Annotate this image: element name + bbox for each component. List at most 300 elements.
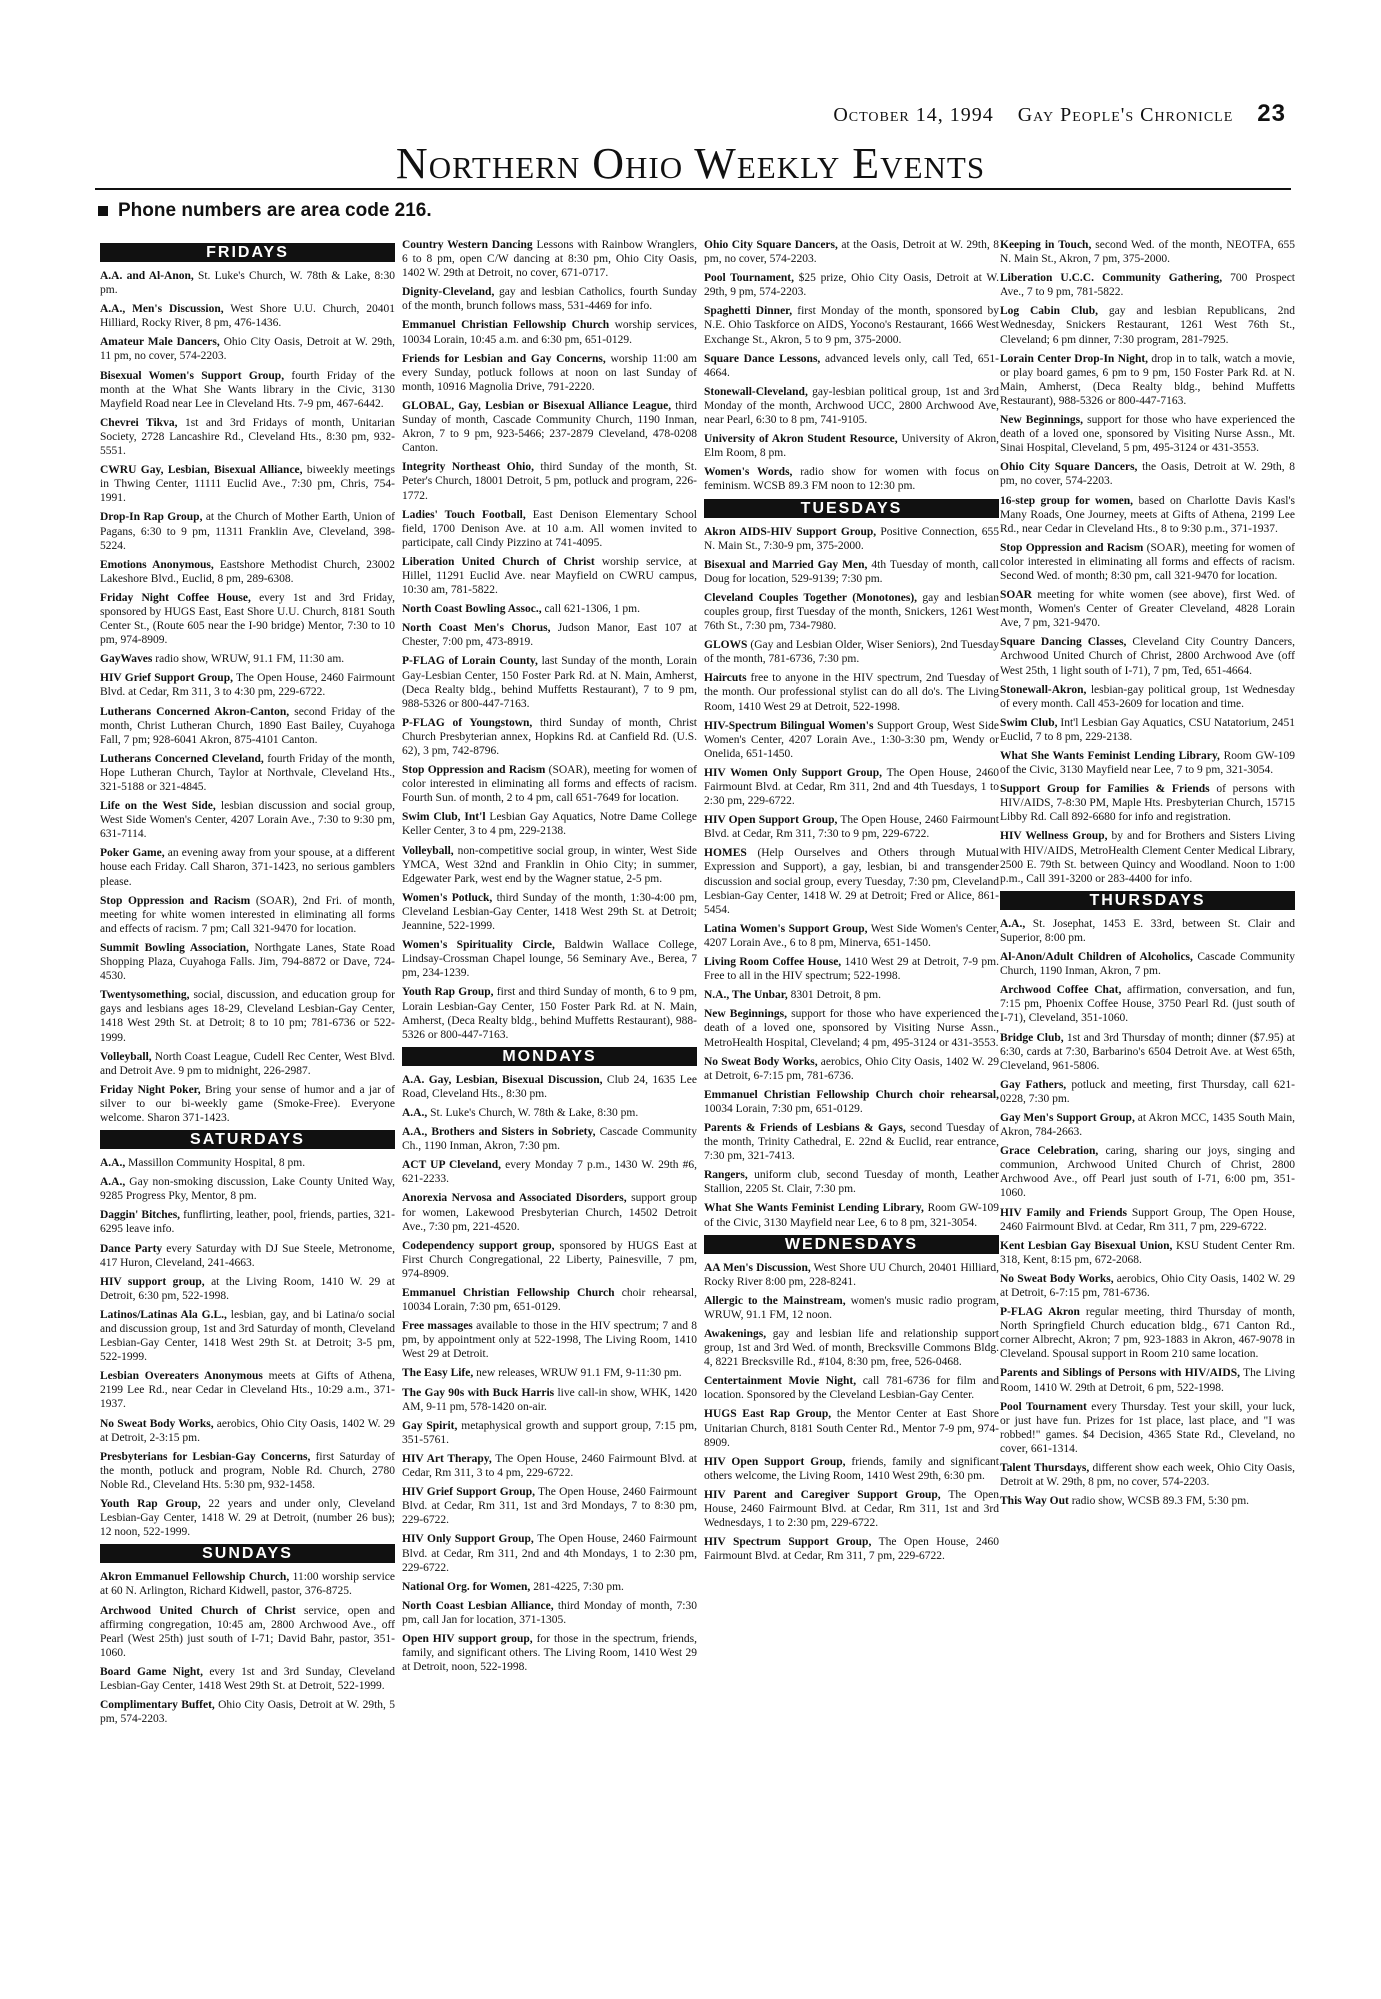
event-details: the Oasis, Detroit at W. 29th, 8 pm, no cover, 574-2203.: [1000, 461, 1296, 488]
event-details: Gay non-smoking discussion, Lake County United Way, 9285 Progress Pky, Mentor, 8 pm.: [100, 1176, 395, 1203]
event-details: Cascade Community Ch., 1190 Inman, Akron, 7:30 pm.: [402, 1126, 697, 1153]
event-details: third Sunday of the month, St. Peter's Church, 18001 Detroit, 5 pm, potluck and program, 226-1772.: [402, 461, 697, 502]
event-details: radio show, WRUW, 91.1 FM, 11:30 am.: [152, 653, 345, 666]
event-entry: [1000, 1144, 1295, 1200]
event-entry: [402, 810, 697, 838]
event-entry: [100, 988, 395, 1044]
event-entry: [100, 752, 395, 794]
event-entry: [1000, 494, 1295, 536]
event-details: Cascade Community Church, 1190 Inman, Akron, 7 pm.: [1000, 951, 1295, 978]
event-entry: [704, 525, 999, 553]
event-entry: [100, 1450, 395, 1492]
event-details: lesbian discussion and social group, West Side Women's Center, 4207 Lorain Ave., 7:30 to 9:30 pm, 631-7114.: [100, 800, 395, 841]
event-details: West Side Women's Center, 4207 Lorain Ave., 6 to 8 pm, Minerva, 651-1450.: [704, 922, 999, 949]
event-name: Rangers,: [704, 1169, 748, 1182]
event-entry: [100, 652, 395, 666]
event-name: What She Wants Feminist Lending Library,: [704, 1202, 924, 1215]
event-entry: [100, 894, 395, 936]
event-name: Ohio City Square Dancers,: [704, 239, 838, 251]
event-entry: [1000, 304, 1295, 346]
event-name: Presbyterians for Lesbian-Gay Concerns,: [100, 1450, 311, 1463]
event-details: caring, sharing our joys, singing and communion, Archwood United Church of Christ, 2800 Archwood Ave., off Pearl just south of I-71, 6:00 pm, 351-1060.: [1000, 1145, 1296, 1200]
event-name: GLOBAL, Gay, Lesbian or Bisexual Alliance League,: [402, 399, 672, 412]
event-details: KSU Student Center Rm. 318, Kent, 8:15 pm, 672-2068.: [1000, 1239, 1295, 1266]
event-name: Support Group for Families & Friends: [1000, 783, 1210, 796]
event-details: Ohio City Oasis, Detroit at W. 29th, 11 pm, no cover, 574-2203.: [100, 336, 395, 363]
event-details: aerobics, Ohio City Oasis, 1402 W. 29 at Detroit, 2-3:15 pm.: [100, 1417, 395, 1444]
event-entry: [402, 985, 697, 1041]
event-details: free to anyone in the HIV spectrum, 2nd Tuesday of the month. Our professional stylist can do all do's. The Living Room, 1410 West 29 at Detroit, 522-1998.: [704, 672, 999, 713]
event-details: The Open House, 2460 Fairmount Blvd. at Cedar, Rm 311, 7 pm, 229-6722.: [704, 1536, 999, 1563]
event-name: Women's Potluck,: [402, 891, 493, 904]
event-entry: [402, 1106, 697, 1120]
event-entry: [100, 846, 395, 888]
event-name: North Coast Bowling Assoc.,: [402, 603, 542, 616]
event-entry: [704, 1007, 999, 1049]
event-name: Lorain Center Drop-In Night,: [1000, 352, 1149, 365]
section-header-saturdays: SATURDAYS: [100, 1130, 395, 1149]
event-entry: [402, 460, 697, 502]
event-name: Amateur Male Dancers,: [100, 336, 220, 349]
event-details: 10034 Lorain, 7:30 pm, 651-0129.: [704, 1102, 863, 1115]
event-details: Northgate Lanes, State Road Shopping Plaza, Cuyahoga Falls. Jim, 794-8872 or Dave, 724-4530.: [100, 941, 395, 983]
event-name: Ohio City Square Dancers,: [1000, 461, 1138, 474]
event-name: Grace Celebration,: [1000, 1145, 1099, 1158]
event-name: Keeping in Touch,: [1000, 239, 1092, 251]
event-name: A.A., Brothers and Sisters in Sobriety,: [402, 1126, 596, 1139]
event-details: Positive Connection, 655 N. Main St., 7:30-9 pm, 375-2000.: [704, 525, 999, 552]
event-name: Pool Tournament: [1000, 1400, 1087, 1413]
event-details: first Monday of the month, sponsored by N.E. Ohio Taskforce on AIDS, Yocono's Restaurant, 1666 West Exchange St., Akron, 5 to 9 pm, 375-2000.: [704, 305, 999, 346]
event-details: Club 24, 1635 Lee Road, Cleveland Hts., 8:30 pm.: [402, 1073, 697, 1100]
event-details: available to those in the HIV spectrum; 7 and 8 pm, by appointment only at 522-1998, The Living Room, 1410 West 29 at Detroit.: [402, 1320, 697, 1361]
event-name: New Beginnings,: [704, 1008, 788, 1021]
event-details: uniform club, second Tuesday of month, Leather Stallion, 2205 St. Clair, 7:30 pm.: [704, 1169, 999, 1196]
event-details: different show each week, Ohio City Oasis, Detroit at W. 29th, 8 pm, no cover, 574-2203.: [1000, 1462, 1295, 1489]
event-entry: [402, 508, 697, 550]
event-name: HIV Women Only Support Group,: [704, 766, 882, 779]
event-entry: [100, 1083, 395, 1125]
event-name: Stop Oppression and Racism: [1000, 541, 1144, 554]
event-name: HIV Family and Friends: [1000, 1206, 1127, 1219]
event-details: 1st and 3rd Thursday of month; dinner ($7.95) at 6:30, cards at 7:30, Barbarino's 6504 Detroit Ave. at West 65th, Cleveland, 961-5806.: [1000, 1031, 1295, 1072]
event-details: The Living Room, 1410 W. 29th at Detroit, 6 pm, 522-1998.: [1000, 1367, 1295, 1394]
event-details: The Open House, 2460 Fairmount Blvd. at Cedar, Rm 311, 7:30 to 9 pm, 229-6722.: [704, 814, 999, 841]
event-details: St. Luke's Church, W. 78th & Lake, 8:30 pm.: [100, 270, 395, 297]
event-name: Stonewall-Akron,: [1000, 683, 1087, 696]
event-details: University of Akron, Elm Room, 8 pm.: [704, 433, 999, 460]
event-name: Haircuts: [704, 672, 747, 685]
event-name: No Sweat Body Works,: [704, 1055, 818, 1068]
event-name: CWRU Gay, Lesbian, Bisexual Alliance,: [100, 464, 303, 477]
event-name: Friday Night Coffee House,: [100, 591, 251, 604]
event-details: Baldwin Wallace College, Lindsay-Crossman Chapel lounge, 56 Seminary Ave., Berea, 7 pm, 234-1239.: [402, 939, 697, 980]
event-entry: [704, 352, 999, 380]
event-name: Archwood Coffee Chat,: [1000, 984, 1122, 997]
event-name: Gay Men's Support Group,: [1000, 1111, 1135, 1124]
event-details: Room GW-109 of the Civic, 3130 Mayfield near Lee, 7 to 9 pm, 321-3054.: [1000, 750, 1295, 777]
event-entry: [1000, 271, 1295, 299]
event-name: A.A.,: [402, 1106, 428, 1119]
event-details: East Denison Elementary School field, 1700 Denison Ave. at 10 a.m. All women invited to participate, call Cindy Pizzino at 741-4095.: [402, 508, 698, 549]
event-name: Emmanuel Christian Fellowship Church choir rehearsal,: [704, 1088, 999, 1101]
event-entry: [1000, 917, 1295, 945]
event-entry: [100, 1175, 395, 1203]
event-name: No Sweat Body Works,: [1000, 1272, 1114, 1285]
event-details: the Mentor Center at East Shore Unitarian Church, 8181 South Center Rd., Mentor 7-9 pm, 974-8909.: [704, 1408, 999, 1449]
page-title: Northern Ohio Weekly Events: [395, 139, 986, 188]
event-details: at Akron MCC, 1435 South Main, Akron, 784-2663.: [1000, 1111, 1296, 1139]
event-details: West Shore U.U. Church, 20401 Hilliard, Rocky River, 8 pm, 476-1436.: [100, 303, 395, 330]
event-details: live call-in show, WHK, 1420 AM, 9-11 pm, 578-1420 on-air.: [402, 1386, 697, 1413]
event-details: The Open House, 2460 Fairmount Blvd. at Cedar, Rm 311, 1st and 3rd Wednesdays, 1 to 2:30 pm, 229-6722.: [704, 1488, 999, 1530]
event-entry: [1000, 352, 1295, 408]
event-details: friends, family and significant others welcome, the Living Room, 1410 West 29th, 6:30 pm.: [704, 1455, 999, 1482]
event-entry: [402, 1319, 697, 1361]
event-name: Latina Women's Support Group,: [704, 922, 868, 935]
event-entry: [100, 1417, 395, 1445]
event-entry: [704, 432, 999, 460]
event-details: service, open and affirming congregation, 10:45 am, 2800 Archwood Ave., off Pearl (West 25th) just south of I-71; David Bahr, pastor, 351-1060.: [100, 1604, 395, 1659]
event-details: Bring your sense of humor and a jar of silver to our bi-weekly game (Smoke-Free). Everyone welcome. Sharon 371-1423.: [100, 1083, 395, 1124]
event-entry: [402, 238, 697, 280]
event-name: Volleyball,: [402, 844, 454, 857]
event-entry: [402, 1286, 697, 1314]
event-entry: [704, 591, 999, 633]
event-details: The Open House, 2460 Fairmount Blvd. at Cedar, Rm 311, 2nd and 4th Tuesdays, 1 to 2:30 pm, 229-6722.: [704, 766, 999, 808]
event-entry: [402, 602, 697, 616]
event-name: National Org. for Women,: [402, 1580, 531, 1593]
event-entry: [704, 719, 999, 761]
event-entry: [100, 1570, 395, 1598]
event-details: meeting for white women (see above), first Wed. of month, Women's Center of Greater Cleveland, 4828 Lorain Ave, 7 pm, 321-9470.: [1000, 589, 1295, 630]
event-name: Gay Fathers,: [1000, 1078, 1067, 1091]
section-header-fridays: FRIDAYS: [100, 243, 395, 262]
event-name: Youth Rap Group,: [100, 1498, 201, 1511]
event-name: A.A.,: [1000, 917, 1026, 930]
event-details: second Friday of the month, Christ Lutheran Church, 1890 East Bailey, Cuyahoga Fall, 7 pm; 928-6041 Akron, 875-4101 Canton.: [100, 705, 395, 746]
event-details: every 1st and 3rd Friday, sponsored by HUGS East, East Shore U.U. Church, 8181 South Center St., (Route 605 near the I-90 bridge) Mentor, 7:30 to 10 pm, 974-8909.: [100, 591, 396, 647]
event-details: lesbian, gay, and bi Latina/o social and discussion group, 1st and 3rd Saturday of month, Cleveland Lesbian-Gay Center, 1418 West 29th St. at Detroit; 3-5 pm, 522-1999.: [100, 1308, 395, 1364]
event-name: This Way Out: [1000, 1495, 1069, 1508]
event-name: Summit Bowling Association,: [100, 941, 249, 954]
event-entry: [1000, 683, 1295, 711]
event-entry: [704, 988, 999, 1002]
event-entry: [704, 465, 999, 493]
event-name: Swim Club, Int'l: [402, 811, 486, 824]
event-details: first and third Sunday of month, 6 to 9 pm, Lorain Lesbian-Gay Center, 150 Foster Park Rd. at N. Main, Amherst, (Deca Realty bldg., behind Muffetts Restaurant), 988-5326 or 800-447-7163.: [402, 986, 697, 1041]
event-entry: [1000, 716, 1295, 744]
event-name: Codependency support group,: [402, 1239, 555, 1252]
event-entry: [100, 799, 395, 841]
event-details: third Sunday of month, Christ Church Presbyterian annex, Hopkins Rd. at Canfield Rd. (U.S. 62), 3 pm, 742-8796.: [402, 716, 697, 757]
event-entry: [402, 1125, 697, 1153]
event-name: P-FLAG of Youngstown,: [402, 716, 533, 729]
event-details: worship services, 10034 Lorain, 10:45 a.m. and 6:30 pm, 651-0129.: [402, 319, 697, 346]
event-entry: [1000, 1400, 1295, 1456]
event-details: aerobics, Ohio City Oasis, 1402 W. 29 at Detroit, 6-7:15 pm, 781-6736.: [704, 1055, 999, 1082]
title-rule: [95, 188, 1291, 190]
event-name: Women's Spirituality Circle,: [402, 939, 555, 952]
event-name: Open HIV support group,: [402, 1632, 533, 1645]
event-details: for those in the spectrum, friends, family, and significant others. The Living Room, 1410 West 29 at Detroit, noon, 522-1998.: [402, 1632, 697, 1674]
event-details: call 621-1306, 1 pm.: [541, 603, 640, 616]
event-details: based on Charlotte Davis Kasl's Many Roads, One Journey, meets at Gifts of Athena, 2199 Lee Rd., near Cedar in Cleveland Hts., 8 to 9:30 p.m., 371-1937.: [1000, 494, 1295, 535]
event-entry: [402, 318, 697, 346]
event-details: at the Oasis, Detroit at W. 29th, 8 pm, no cover, 574-2203.: [704, 239, 999, 266]
event-name: Liberation U.C.C. Community Gathering,: [1000, 272, 1223, 285]
event-name: University of Akron Student Resource,: [704, 433, 898, 446]
event-entry: [100, 671, 395, 699]
event-details: first Saturday of the month, potluck and program, Noble Rd. Church, 2780 Noble Rd., Cleveland Hts. 5:30 pm, 932-1458.: [100, 1450, 396, 1491]
event-name: Free massages: [402, 1320, 473, 1333]
event-details: at the Living Room, 1410 W. 29 at Detroit, 6:30 pm, 522-1998.: [100, 1275, 395, 1302]
event-name: What She Wants Feminist Lending Library,: [1000, 750, 1220, 762]
issue-date: October 14, 1994: [833, 104, 994, 126]
event-details: call 781-6736 for film and location. Sponsored by the Cleveland Lesbian-Gay Center.: [704, 1375, 999, 1402]
event-details: Support Group, The Open House, 2460 Fairmount Blvd. at Cedar, Rm 311, 7 pm, 229-6722.: [1000, 1206, 1296, 1233]
event-entry: [1000, 1494, 1295, 1508]
event-name: Volleyball,: [100, 1050, 152, 1063]
event-details: funflirting, leather, pool, friends, parties, 321-6295 leave info.: [100, 1209, 396, 1236]
event-name: Emmanuel Christian Fellowship Church: [402, 319, 610, 332]
event-details: 1410 West 29 at Detroit, 7-9 pm. Free to all in the HIV spectrum; 522-1998.: [704, 956, 999, 983]
event-entry: [402, 352, 697, 394]
event-entry: [1000, 1366, 1295, 1394]
section-header-tuesdays: TUESDAYS: [704, 499, 999, 518]
event-entry: [1000, 1078, 1295, 1106]
event-name: Stonewall-Cleveland,: [704, 385, 808, 398]
event-details: every Saturday with DJ Sue Steele, Metronome, 417 Huron, Cleveland, 241-4663.: [100, 1242, 395, 1269]
event-details: worship service, at Hillel, 11291 Euclid Ave. near Mayfield on CWRU campus, 10:30 am, 781-5822.: [402, 555, 697, 597]
section-header-mondays: MONDAYS: [402, 1047, 697, 1066]
event-name: Integrity Northeast Ohio,: [402, 461, 534, 474]
event-entry: [100, 1369, 395, 1411]
event-entry: [402, 1419, 697, 1447]
event-details: North Coast League, Cudell Rec Center, West Blvd. and Detroit Ave. 9 pm to midnight, 226-2987.: [100, 1050, 395, 1077]
event-details: The Open House, 2460 Fairmount Blvd. at Cedar, Rm 311, 3 to 4 pm, 229-6722.: [402, 1452, 698, 1480]
event-entry: [704, 922, 999, 950]
event-details: (SOAR), meeting for women of color interested in eliminating all forms and effects of racism. Second Wed. of month; 8:30 pm, call 321-9470 for location.: [1000, 541, 1295, 582]
event-name: A.A.,: [100, 1176, 126, 1189]
bullet-square-icon: [98, 206, 108, 216]
event-entry: [704, 638, 999, 666]
event-name: Awakenings,: [704, 1328, 767, 1340]
event-details: third Sunday of month, Cascade Community Church, 1190 Inman, Akron, 7 to 9 pm, 923-5466; 237-2879 Cleveland, 478-0208 Canton.: [402, 399, 697, 455]
event-details: every Monday 7 p.m., 1430 W. 29th #6, 621-2233.: [402, 1159, 697, 1186]
event-name: HIV Wellness Group,: [1000, 830, 1108, 843]
event-name: Parents & Friends of Lesbians & Gays,: [704, 1121, 906, 1134]
event-entry: [704, 1088, 999, 1116]
event-name: Stop Oppression and Racism: [100, 894, 251, 907]
event-entry: [704, 1455, 999, 1483]
event-entry: [100, 369, 395, 411]
event-entry: [1000, 950, 1295, 978]
event-details: (SOAR), 2nd Fri. of month, meeting for white women interested in eliminating all forms and effects of racism. 7 pm; Call 321-9470 for location.: [100, 894, 395, 935]
event-details: aerobics, Ohio City Oasis, 1402 W. 29 at Detroit, 6-7:15 pm, 781-6736.: [1000, 1272, 1295, 1299]
event-name: The Easy Life,: [402, 1367, 474, 1380]
event-details: gay and lesbian Republicans, 2nd Wednesday, Snickers Restaurant, 1261 West 76th St., Cleveland; 6 pm dinner, 7:30 program, 281-7925.: [1000, 305, 1295, 346]
event-entry: [704, 385, 999, 427]
event-entry: [402, 1599, 697, 1627]
event-name: Stop Oppression and Racism: [402, 764, 546, 777]
event-entry: [704, 1261, 999, 1289]
event-entry: [704, 558, 999, 586]
event-details: Support Group, West Side Women's Center, 4207 Lorain Ave., 1:30-3:30 pm, Wendy or Onelida, 651-1450.: [704, 719, 999, 760]
event-entry: [402, 1239, 697, 1281]
event-details: (Help Ourselves and Others through Mutual Expression and Support), a gay, lesbian, bi and transgender discussion and social group, every Tuesday, 7:30 pm, Cleveland Lesbian-Gay Center, 1418 W. 29 at Detroit; Fred or Alice, 861-5454.: [704, 847, 999, 916]
event-entry: [1000, 1206, 1295, 1234]
event-name: Chevrei Tikva,: [100, 416, 178, 429]
event-name: HIV Open Support Group,: [704, 814, 838, 827]
event-name: Life on the West Side,: [100, 800, 216, 813]
event-name: Daggin' Bitches,: [100, 1209, 181, 1222]
event-name: HIV support group,: [100, 1275, 205, 1288]
event-entry: [704, 271, 999, 299]
event-name: No Sweat Body Works,: [100, 1417, 214, 1430]
event-details: Judson Manor, East 107 at Chester, 7:00 pm, 473-8919.: [402, 622, 697, 649]
event-entry: [402, 1452, 697, 1480]
event-details: gay and lesbian Catholics, fourth Sunday of the month, brunch follows mass, 531-4469 for info.: [402, 286, 697, 313]
event-name: Swim Club,: [1000, 716, 1058, 729]
event-details: support for those who have experienced the death of a loved one, sponsored by Visiting Nurse Assn., MetroHealth Hospital, Cleveland; 4 pm, 495-3124 or 431-3553.: [704, 1008, 999, 1049]
event-entry: [1000, 1239, 1295, 1267]
phone-note: [98, 200, 432, 222]
event-name: HIV Grief Support Group,: [402, 1486, 535, 1499]
event-entry: [100, 1308, 395, 1364]
event-details: 281-4225, 7:30 pm.: [530, 1580, 624, 1593]
event-details: Eastshore Methodist Church, 23002 Lakeshore Blvd., Euclid, 8 pm, 289-6308.: [100, 558, 395, 585]
event-details: last Sunday of the month, Lorain Gay-Lesbian Center, 150 Foster Park Rd. at N. Main, Amherst, (Deca Realty bldg., behind Muffetts Restaurant), 7 to 9 pm, 988-5326 or 800-447-7163.: [402, 655, 697, 710]
event-name: Akron Emmanuel Fellowship Church,: [100, 1571, 290, 1584]
event-entry: [100, 1208, 395, 1236]
event-entry: [100, 1497, 395, 1539]
event-details: affirmation, conversation, and fun, 7:15 pm, Phoenix Coffee House, 3750 Pearl Rd. (just south of I-71), Cleveland, 351-1060.: [1000, 984, 1295, 1025]
event-name: Centertainment Movie Night,: [704, 1375, 857, 1388]
event-name: Emotions Anonymous,: [100, 558, 214, 571]
event-details: West Shore UU Church, 20401 Hilliard, Rocky River 8:00 pm, 228-8241.: [704, 1261, 999, 1288]
event-entry: [100, 463, 395, 505]
event-entry: [402, 285, 697, 313]
event-name: North Coast Men's Chorus,: [402, 622, 551, 635]
event-entry: [704, 813, 999, 841]
event-name: SOAR: [1000, 589, 1032, 602]
event-details: lesbian-gay political group, 1st Wednesday of every month. Call 453-2609 for location and time.: [1000, 683, 1295, 710]
event-name: GayWaves: [100, 653, 153, 666]
event-details: non-competitive social group, in winter, West Side YMCA, West 32nd and Franklin in Ohio City; in summer, Edgewater Park, west end by the Wagner statue, 2-5 pm.: [402, 844, 697, 885]
event-entry: [100, 1050, 395, 1078]
event-name: Akron AIDS-HIV Support Group,: [704, 525, 877, 538]
event-entry: [402, 938, 697, 980]
event-name: Complimentary Buffet,: [100, 1699, 215, 1712]
event-entry: [704, 846, 999, 916]
event-details: drop in to talk, watch a movie, or play board games, 6 pm to 9 pm, 150 Foster Park Rd. at N. Main, Amherst, (Deca Realty bldg., behind Muffetts Restaurant), 988-5326 or 800-447-7163.: [1000, 352, 1295, 407]
event-details: choir rehearsal, 10034 Lorain, 7:30 pm, 651-0129.: [402, 1287, 697, 1314]
event-details: regular meeting, third Thursday of month, North Springfield Church education bldg., 671 Canton Rd., corner Albrecht, Akron; 7 pm, 923-1883 in Akron, 467-9078 in Cleveland. Spousal support in Room 210 same location.: [1000, 1306, 1295, 1361]
event-name: HIV Spectrum Support Group,: [704, 1536, 872, 1549]
event-entry: [1000, 749, 1295, 777]
event-name: Country Western Dancing: [402, 239, 533, 251]
page-number: 23: [1257, 100, 1286, 127]
column-4: [1000, 238, 1295, 1513]
event-entry: [704, 1055, 999, 1083]
event-name: Friday Night Poker,: [100, 1083, 201, 1096]
event-entry: [1000, 1031, 1295, 1073]
event-entry: [1000, 238, 1295, 266]
event-entry: [402, 1158, 697, 1186]
event-name: The Gay 90s with Buck Harris: [402, 1386, 555, 1399]
event-name: Lutherans Concerned Cleveland,: [100, 752, 264, 765]
event-name: 16-step group for women,: [1000, 494, 1134, 507]
event-details: 4th Tuesday of month, call Doug for location, 529-9139; 7:30 pm.: [704, 558, 999, 585]
event-name: Pool Tournament,: [704, 272, 794, 285]
event-entry: [402, 844, 697, 886]
event-entry: [100, 335, 395, 363]
event-entry: [402, 1386, 697, 1414]
event-entry: [402, 1532, 697, 1574]
event-entry: [1000, 1272, 1295, 1300]
event-name: HIV Grief Support Group,: [100, 672, 233, 685]
section-header-thursdays: THURSDAYS: [1000, 891, 1295, 910]
event-details: The Open House, 2460 Fairmount Blvd. at Cedar, Rm 311, 2nd and 4th Mondays, 1 to 2:30 pm, 229-6722.: [402, 1533, 697, 1574]
event-details: second Tuesday of the month, Trinity Cathedral, E. 22nd & Euclid, rear entrance, 7:30 pm, 321-7413.: [704, 1121, 999, 1163]
event-details: second Wed. of the month, NEOTFA, 655 N. Main St., Akron, 7 pm, 375-2000.: [1000, 239, 1295, 266]
phone-note-text: Phone numbers are area code 216.: [118, 200, 432, 221]
event-name: Board Game Night,: [100, 1665, 204, 1678]
event-name: Bisexual and Married Gay Men,: [704, 558, 868, 571]
event-entry: [100, 1275, 395, 1303]
event-entry: [704, 1535, 999, 1563]
event-entry: [1000, 588, 1295, 630]
event-name: Lutherans Concerned Akron-Canton,: [100, 705, 290, 718]
event-name: Emmanuel Christian Fellowship Church: [402, 1287, 615, 1299]
event-details: support for those who have experienced the death of a loved one, sponsored by Visiting Nurse Assn., Mt. Sinai Hospital, Cleveland, 5 pm, 495-3124 or 431-3553.: [1000, 414, 1295, 455]
event-entry: [402, 399, 697, 455]
event-entry: [704, 671, 999, 713]
event-entry: [704, 1121, 999, 1163]
event-details: radio show for women with focus on feminism. WCSB 89.3 FM noon to 12:30 pm.: [704, 466, 999, 493]
event-name: Gay Spirit,: [402, 1419, 458, 1432]
event-name: Anorexia Nervosa and Associated Disorders,: [402, 1192, 627, 1205]
event-details: advanced levels only, call Ted, 651-4664.: [704, 352, 999, 379]
event-details: gay and lesbian life and relationship support group, 1st and 3rd Wed. of month, Brecksville Commons Bldg. 4, 8221 Brecksville Rd., #104, 8:30 pm, free, 526-0468.: [704, 1328, 999, 1369]
event-name: Square Dancing Classes,: [1000, 636, 1127, 649]
section-header-sundays: SUNDAYS: [100, 1544, 395, 1563]
event-details: support group for women, Lakewood Presbyterian Church, 14502 Detroit Ave., 7:30 pm, 221-4520.: [402, 1192, 697, 1233]
event-entry: [402, 555, 697, 597]
event-name: A.A. Gay, Lesbian, Bisexual Discussion,: [402, 1073, 603, 1086]
event-details: biweekly meetings in Thwing Center, 11111 Euclid Ave., 7:30 pm, Chris, 754-1991.: [100, 464, 395, 505]
event-name: New Beginnings,: [1000, 414, 1084, 427]
event-entry: [402, 716, 697, 758]
event-details: The Open House, 2460 Fairmount Blvd. at Cedar, Rm 311, 1st and 3rd Mondays, 7 to 8:30 pm, 229-6722.: [402, 1486, 697, 1527]
event-details: of persons with HIV/AIDS, 7-8:30 PM, Maple Hts. Presbyterian Church, 15715 Libby Rd. Call 892-6680 for info and registration.: [1000, 783, 1295, 824]
event-name: HUGS East Rap Group,: [704, 1408, 832, 1421]
event-entry: [704, 304, 999, 346]
event-name: HIV Parent and Caregiver Support Group,: [704, 1488, 941, 1501]
event-details: 11:00 worship service at 60 N. Arlington, Richard Kidwell, pastor, 376-8725.: [100, 1571, 395, 1598]
page-header: [0, 100, 1381, 140]
event-details: St. Luke's Church, W. 78th & Lake, 8:30 pm.: [427, 1106, 639, 1119]
event-details: metaphysical growth and support group, 7:15 pm, 351-5761.: [402, 1419, 697, 1446]
event-name: HIV Open Support Group,: [704, 1455, 846, 1468]
event-entry: [100, 1604, 395, 1660]
event-name: N.A., The Unbar,: [704, 989, 788, 1002]
event-entry: [1000, 829, 1295, 885]
event-entry: [1000, 413, 1295, 455]
event-details: fourth Friday of the month at the What She Wants library in the Civic, 3130 Mayfield Road near Lee in Cleveland Hts. 7-9 pm, 467-6442.: [100, 369, 396, 410]
event-details: women's music radio program, WRUW, 91.1 FM, 12 noon.: [704, 1294, 999, 1321]
